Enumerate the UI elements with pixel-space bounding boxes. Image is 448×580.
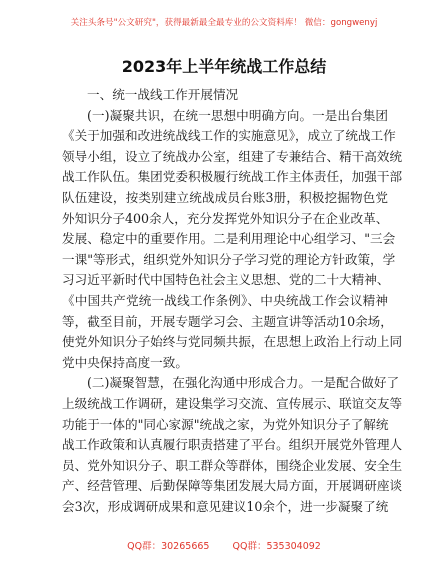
paragraph-line: 一课"等形式，组织党外知识分子学习党的理论方针政策，学 — [62, 251, 396, 267]
paragraph-line: 《中国共产党统一战线工作条例》、中央统战工作会议精神 — [62, 292, 388, 308]
paragraph-line: 队伍建设，按类别建立统战成员台账3册，积极挖掘物色党 — [62, 189, 388, 205]
paragraph-2 — [62, 373, 403, 517]
paragraph-line: 上级统战工作调研，建设集学习交流、宣传展示、联谊交友等 — [62, 395, 403, 411]
paragraph-line: 产、经营管理、后勤保障等集团发展大局方面，开展调研座谈 — [62, 478, 403, 494]
footer-qq-group-1: QQ群：30265665 — [127, 541, 210, 552]
paragraph-line: 会3次，形成调研成果和意见建议10余个，进一步凝聚了统 — [62, 498, 389, 514]
document-body — [62, 85, 403, 517]
paragraph-line: 使党外知识分子始终与党同频共振，在思想上政治上行动上同 — [62, 334, 403, 350]
footer-contact — [0, 541, 448, 553]
paragraph-line: 外知识分子400余人，充分发挥党外知识分子在企业改革、 — [62, 210, 389, 226]
paragraph-line: 《关于加强和改进统战线工作的实施意见》，成立了统战工作 — [62, 128, 396, 144]
paragraph-line: 发展、稳定中的重要作用。二是利用理论中心组学习、"三会 — [62, 231, 396, 247]
paragraph-1 — [62, 106, 403, 374]
paragraph-line: (一)凝聚共识，在统一思想中明确方向。一是出台集团 — [87, 107, 388, 123]
document-title: 2023年上半年统战工作总结 — [121, 57, 327, 76]
paragraph-line: 战工作队伍。集团党委积极履行统战工作主体责任，加强干部 — [62, 169, 403, 185]
paragraph-line: 党中央保持高度一致。 — [62, 354, 188, 370]
footer-qq-group-2: QQ群：535304092 — [232, 541, 321, 552]
paragraph-line: 等，截至目前，开展专题学习会、主题宣讲等活动10余场， — [62, 313, 393, 329]
paragraph-line: 功能于一体的"同心家源"统战之家，为党外知识分子了解统 — [62, 416, 389, 432]
section-heading: 一、统一战线工作开展情况 — [87, 87, 239, 102]
paragraph-line: (二)凝聚智慧，在强化沟通中形成合力。一是配合做好了 — [87, 375, 400, 391]
paragraph-line: 习习近平新时代中国特色社会主义思想、党的二十大精神、 — [62, 272, 390, 288]
paragraph-line: 员、党外知识分子、职工群众等群体，围绕企业发展、安全生 — [62, 457, 403, 473]
header-banner: 关注头条号"公文研究"，获得最新最全最专业的公文资料库！ 微信：gongwenyj — [70, 18, 378, 28]
paragraph-line: 战工作政策和认真履行职责搭建了平台。组织开展党外管理人 — [62, 437, 403, 453]
paragraph-line: 领导小组，设立了统战办公室，组建了专兼结合、精干高效统 — [62, 148, 403, 164]
